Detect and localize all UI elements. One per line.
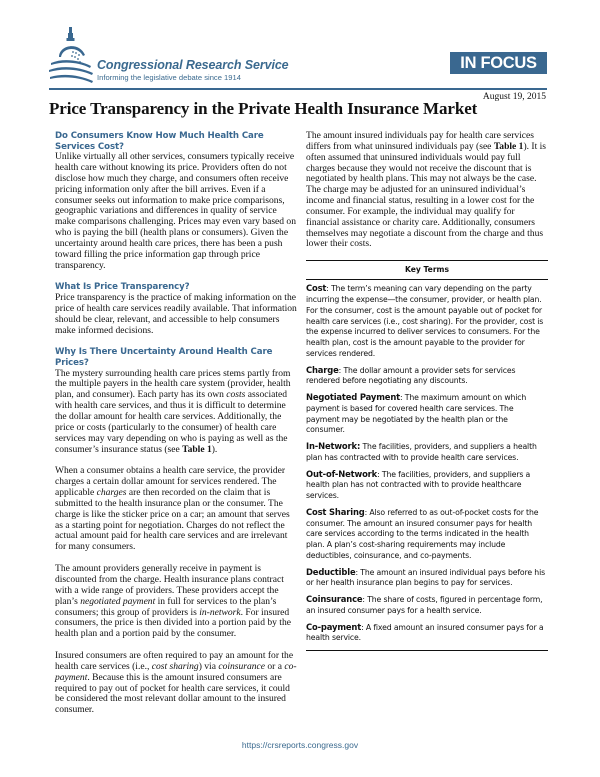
paragraph: The amount insured individuals pay for health care services differs from what uninsured individuals pay (see Table 1). It is often assumed that uninsured individuals would pay full charges because they would not receive the discount that is negotiated by health plans. This may not always be the case. The charge may be adjusted for an uninsured individual’s income and financial status, resulting in a lower cost for the consumer. For example, the individual may qualify for financial assistance or charity care. Additionally, consumers themselves may negotiate a discount from the charge and thus lower their costs.: [306, 130, 546, 250]
emphasis-coinsurance: coinsurance: [218, 660, 265, 672]
emphasis-charges: charges: [96, 487, 127, 499]
key-term-co-payment: Co-payment: A fixed amount an insured consumer pays for a health service.: [306, 621, 544, 643]
emphasis-negotiated-payment: negotiated payment: [80, 595, 156, 607]
key-term-deductible: Deductible: The amount an insured individual pays before his or her health insurance plan begins to pay for services.: [306, 566, 545, 588]
capitol-dome-icon: [49, 25, 99, 85]
header-divider: [49, 88, 547, 90]
key-term-cost-sharing: Cost Sharing: Also referred to as out-of-pocket costs for the consumer. The amount an insured consumer pays for health care services according to the terms indicated in the health plan. A plan’s cost-sharing requirements may include deductibles, coinsurance, and co-payments.: [306, 506, 539, 560]
emphasis-co-payment: co-payment: [55, 660, 297, 683]
section-heading: What Is Price Transparency?: [55, 282, 190, 293]
key-term-in-network: In-Network: The facilities, providers, and suppliers a health plan has contracted with to provide health care services.: [306, 441, 537, 462]
table-1-reference: Table 1: [493, 140, 524, 152]
right-column: [306, 131, 550, 651]
emphasis-costs: costs: [226, 389, 246, 401]
org-name: Congressional Research Service: [97, 58, 289, 72]
paragraph: Price transparency is the practice of making information on the price of health care services readily available. That information should be clear, relevant, and accessible to help consumers make informed decisions.: [55, 292, 297, 336]
section-consumers-know-cost: [55, 131, 299, 271]
section-what-is-price-transparency: [55, 282, 299, 336]
key-term-out-of-network: Out-of-Network: The facilities, providers, and suppliers a health plan has not contracted with to provide healthcare services.: [306, 468, 531, 501]
page-title: Price Transparency in the Private Health Insurance Market: [49, 99, 478, 118]
footer-url-link[interactable]: https://crsreports.congress.gov: [241, 740, 359, 750]
key-term-coinsurance: Coinsurance: The share of costs, figured in percentage form, an insured consumer pays for a health service.: [306, 594, 543, 615]
section-heading: Why Is There Uncertainty Around Health Care Prices?: [55, 347, 273, 369]
emphasis-cost-sharing: cost sharing: [151, 660, 199, 672]
emphasis-in-network: in-network: [199, 606, 241, 618]
section-heading: Do Consumers Know How Much Health Care Services Cost?: [55, 131, 264, 152]
in-focus-badge: IN FOCUS: [450, 52, 547, 74]
publication-date: August 19, 2015: [482, 92, 546, 102]
key-terms-list: [306, 280, 548, 650]
paragraph: Insured consumers are often required to pay an amount for the health care services (i.e., cost sharing) via coinsurance or a co-payment. Because this is the amount insured consumers are required to pay out of pocket for health care services, it could be considered the most relevant dollar amount to the insured consumer.: [55, 650, 297, 716]
key-terms-box: [306, 260, 548, 651]
key-term-negotiated-payment: Negotiated Payment: The maximum amount on which payment is based for covered health care services. The payment may be negotiated by the health plan or the consumer.: [306, 392, 527, 435]
paragraph: When a consumer obtains a health care service, the provider charges a certain dollar amount for services rendered. The applicable charges are then recorded on the claim that is submitted to the health insurance plan or the consumer. The charge is like the sticker price on a car; an amount that serves as a starting point for negotiation. Charges do not reflect the actual amount paid for health care services and are irrelevant for many consumers.: [55, 465, 290, 553]
crs-header: [49, 25, 474, 95]
key-term-cost: Cost: The term’s meaning can vary depending on the party incurring the expense—the consumer, provider, or health plan. For the consumer, cost is the amount payable out of pocket for health care services (i.e., cost sharing). For the provider, cost is the expense incurred to deliver services to consumers. For the health plan, cost is the amount payable to the provider for services rendered.: [306, 283, 544, 358]
brand-block: [97, 58, 289, 82]
key-term-charge: Charge: The dollar amount a provider sets for services rendered before negotiating any discounts.: [306, 364, 516, 386]
paragraph: Unlike virtually all other services, consumers typically receive health care without knowing its price. Providers often do not disclose how much they charge, and consumers often receive pricing information only after the bill arrives. Even if a consumer seeks out information to make price comparisons, geographic variations and differences in quality of service make comparisons challenging. Prices may even vary based on who is paying the bill (health plans or consumers). Given the uncertainty around health care prices, there has been a push toward filling the price information gap through price transparency.: [55, 151, 296, 271]
key-terms-heading: Key Terms: [306, 261, 548, 280]
org-tagline: Informing the legislative debate since 1914: [97, 73, 241, 82]
table-1-reference: Table 1: [182, 443, 212, 455]
left-column: [55, 131, 299, 727]
paragraph: The mystery surrounding health care prices stems partly from the multiple payers in the health care system (provider, health plan, and consumer). Each party has its own costs associated with health care services, and thus it is difficult to determine the dollar amount for health care services. Additionally, the price or costs (particularly to the consumer) of health care services may vary depending on who is paying as well as the consumer’s insurance status (see Table 1).: [55, 367, 291, 455]
section-why-uncertainty: [55, 347, 299, 716]
paragraph: The amount providers generally receive in payment is discounted from the charge. Health insurance plans contract with a wide range of providers. These providers accept the plan’s negotiated payment in full for services to the plan’s consumers; this group of providers is in-network. For insured consumers, the price is then divided into a portion paid by the health plan and a portion paid by the consumer.: [55, 563, 291, 640]
